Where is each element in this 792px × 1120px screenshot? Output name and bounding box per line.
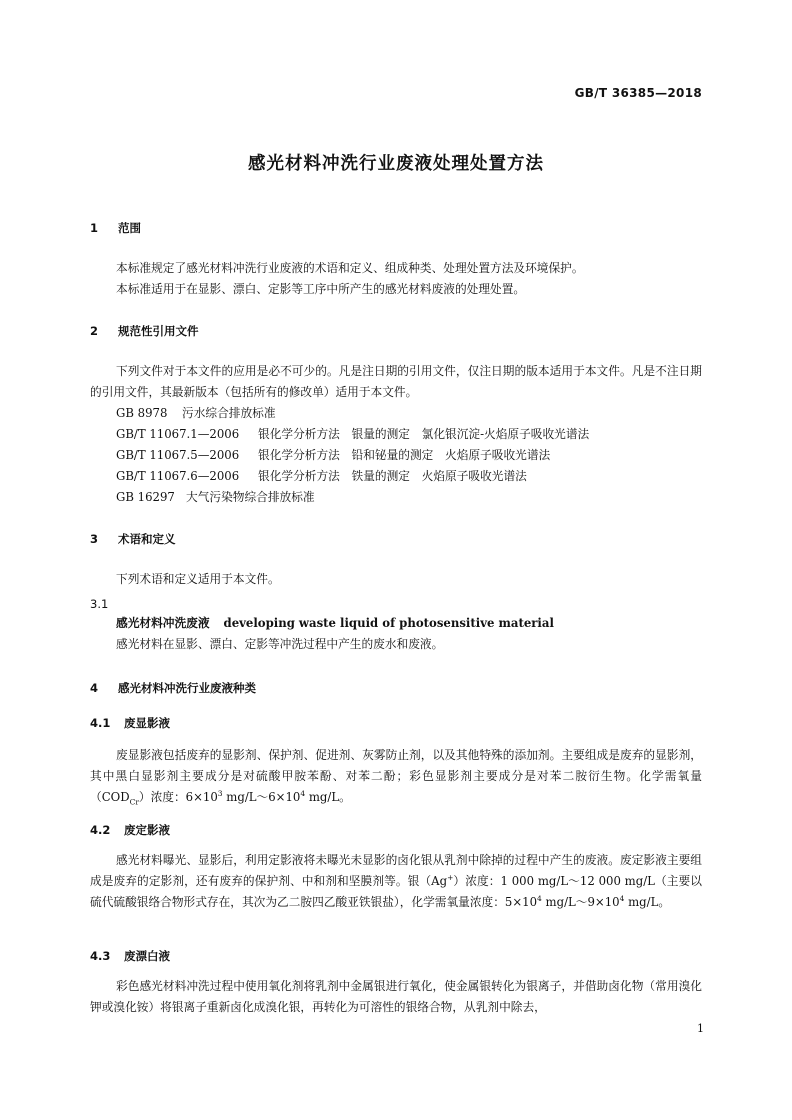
reference-code: GB 8978 bbox=[116, 406, 168, 420]
reference-item bbox=[116, 424, 589, 445]
reference-item bbox=[116, 445, 550, 466]
term-chinese: 感光材料冲洗废液 bbox=[116, 616, 210, 630]
section-number: 4 bbox=[90, 681, 99, 695]
reference-code: GB/T 11067.6—2006 bbox=[116, 469, 240, 483]
section-number: 2 bbox=[90, 324, 99, 338]
waste-bleach-paragraph: 彩色感光材料冲洗过程中使用氧化剂将乳剂中金属银进行氧化，使金属银转化为银离子，并借助卤化物（常用溴化钾或溴化铵）将银离子重新卤化成溴化银，再转化为可溶性的银络合物，从乳剂中除去， bbox=[90, 979, 702, 1014]
term-entry bbox=[116, 613, 554, 634]
subsection-number: 4.2 bbox=[90, 823, 111, 837]
waste-fixer-paragraph: 感光材料曝光、显影后，利用定影液将未曝光未显影的卤化银从乳剂中除掉的过程中产生的废液。废定影液主要组成是废弃的定影剂，还有废弃的保护剂、中和剂和坚膜剂等。银（Ag+）浓度：1 000 mg/L～12 000 mg/L（主要以硫代硫酸银络合物形式存在，其次为乙二胺四乙酸亚铁银盐），化学需氧量浓度：$5\times 10^4$ $mg/L\sim 9\times 10^4$ mg/L。 bbox=[90, 853, 702, 909]
standard-number: GB/T 36385—2018 bbox=[574, 86, 702, 100]
term-definition: 感光材料在显影、漂白、定影等冲洗过程中产生的废水和废液。 bbox=[116, 637, 444, 651]
reference-title: 银化学分析方法 铁量的测定 火焰原子吸收光谱法 bbox=[258, 469, 527, 483]
waste-developer-paragraph: 废显影液包括废弃的显影剂、保护剂、促进剂、灰雾防止剂，以及其他特殊的添加剂。主要组成是废弃的显影剂，其中黑白显影剂主要成分是对硫酸甲胺苯酚、对苯二酚；彩色显影剂主要成分是对苯二胺衍生物。化学需氧量$(COD_{Cr})$浓度：$6\times 10^3$ $mg/L\sim 6\times 10^4$ mg/L。 bbox=[90, 748, 702, 807]
references-intro: 下列文件对于本文件的应用是必不可少的。凡是注日期的引用文件，仅注日期的版本适用于本文件。凡是不注日期的引用文件，其最新版本（包括所有的修改单）适用于本文件。 bbox=[90, 364, 702, 399]
subsection-4-3-heading bbox=[90, 948, 170, 964]
subsection-number: 4.3 bbox=[90, 949, 111, 963]
scope-paragraph-2: 本标准适用于在显影、漂白、定影等工序中所产生的感光材料废液的处理处置。 bbox=[116, 282, 526, 296]
section-4-heading bbox=[90, 680, 256, 696]
reference-code: GB/T 11067.1—2006 bbox=[116, 427, 240, 441]
reference-item bbox=[116, 466, 527, 487]
reference-title: 污水综合排放标准 bbox=[182, 406, 276, 420]
scope-paragraph-1: 本标准规定了感光材料冲洗行业废液的术语和定义、组成种类、处理处置方法及环境保护。 bbox=[116, 261, 584, 275]
section-title: 术语和定义 bbox=[118, 532, 176, 546]
section-title: 范围 bbox=[118, 221, 141, 235]
subsection-4-2-heading bbox=[90, 822, 170, 838]
section-number: 3 bbox=[90, 532, 99, 546]
subsection-title: 废漂白液 bbox=[124, 949, 170, 963]
document-title: 感光材料冲洗行业废液处理处置方法 bbox=[248, 154, 544, 174]
reference-code: GB 16297 bbox=[116, 490, 175, 504]
term-number: 3.1 bbox=[90, 597, 109, 611]
section-2-heading bbox=[90, 323, 199, 339]
reference-title: 大气污染物综合排放标准 bbox=[186, 490, 315, 504]
section-title: 感光材料冲洗行业废液种类 bbox=[118, 681, 256, 695]
reference-code: GB/T 11067.5—2006 bbox=[116, 448, 240, 462]
section-3-heading bbox=[90, 531, 176, 547]
reference-item bbox=[116, 487, 315, 508]
reference-item bbox=[116, 403, 276, 424]
term-english: developing waste liquid of photosensitive material bbox=[223, 616, 554, 630]
section-title: 规范性引用文件 bbox=[118, 324, 199, 338]
subsection-4-1-heading bbox=[90, 715, 170, 731]
subsection-title: 废显影液 bbox=[124, 716, 170, 730]
reference-title: 银化学分析方法 铅和铋量的测定 火焰原子吸收光谱法 bbox=[258, 448, 551, 462]
reference-title: 银化学分析方法 银量的测定 氯化银沉淀-火焰原子吸收光谱法 bbox=[258, 427, 590, 441]
section-1-heading bbox=[90, 220, 141, 236]
subsection-title: 废定影液 bbox=[124, 823, 170, 837]
terms-intro: 下列术语和定义适用于本文件。 bbox=[116, 572, 280, 586]
section-number: 1 bbox=[90, 221, 99, 235]
subsection-number: 4.1 bbox=[90, 716, 111, 730]
page-number: 1 bbox=[697, 1022, 704, 1035]
